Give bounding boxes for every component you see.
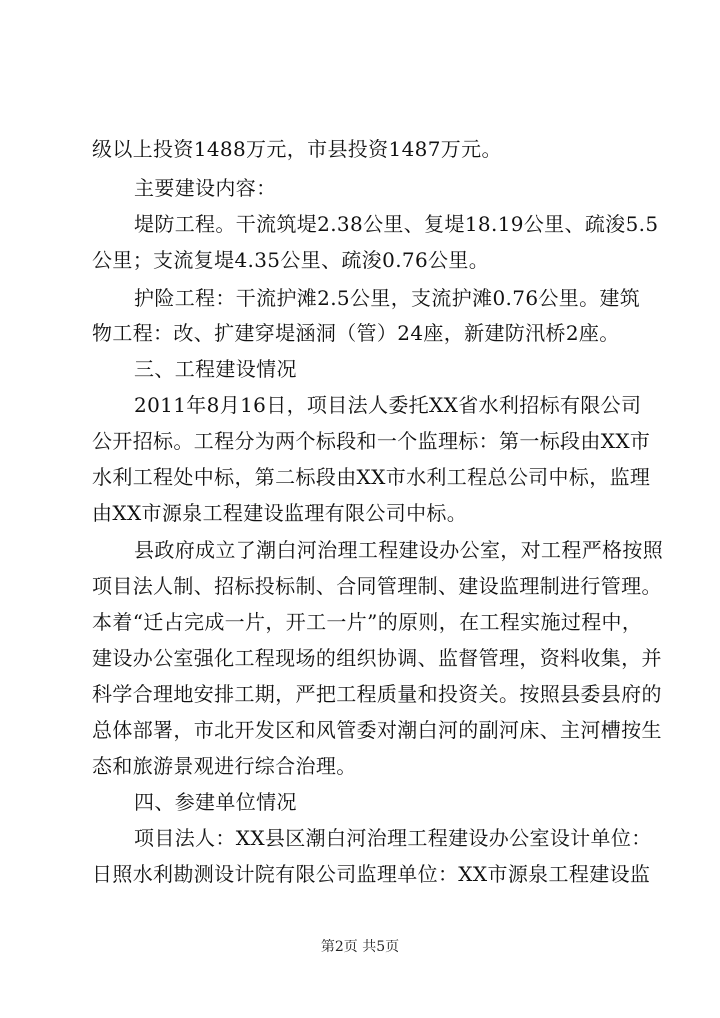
text-line: 项目法人制、招标投标制、合同管理制、建设监理制进行管理。 — [92, 574, 662, 598]
text-line: 级以上投资1488万元，市县投资1487万元。 — [92, 137, 502, 161]
text-line: 公里；支流复堤4.35公里、疏浚0.76公里。 — [92, 248, 490, 272]
text-line: 态和旅游景观进行综合治理。 — [92, 754, 357, 778]
text-line: 县政府成立了潮白河治理工程建设办公室，对工程严格按照 — [134, 538, 664, 562]
text-line: 水利工程处中标，第二标段由XX市水利工程总公司中标，监理 — [92, 465, 651, 489]
text-line: 2011年8月16日，项目法人委托XX省水利招标有限公司 — [134, 393, 642, 417]
text-line: 科学合理地安排工期，严把工程质量和投资关。按照县委县府的 — [92, 682, 662, 706]
text-line: 建设办公室强化工程现场的组织协调、监督管理，资料收集，并 — [92, 646, 662, 670]
text-line: 项目法人：XX县区潮白河治理工程建设办公室设计单位： — [134, 826, 652, 850]
text-line: 公开招标。工程分为两个标段和一个监理标：第一标段由XX市 — [92, 429, 651, 453]
text-line: 由XX市源泉工程建设监理有限公司中标。 — [92, 501, 468, 525]
section-intro: 主要建设内容： — [134, 176, 277, 200]
page-footer: 第2页 共5页 — [320, 939, 400, 955]
text-line: 总体部署，市北开发区和风管委对潮白河的副河床、主河槽按生 — [92, 718, 662, 742]
text-line: 物工程：改、扩建穿堤涵洞（管）24座，新建防汛桥2座。 — [92, 321, 620, 345]
text-line: 日照水利勘测设计院有限公司监理单位：XX市源泉工程建设监 — [92, 862, 651, 886]
text-line: 本着“迁占完成一片，开工一片”的原则，在工程实施过程中， — [92, 610, 643, 634]
section-heading: 三、工程建设情况 — [134, 357, 297, 381]
section-heading: 四、参建单位情况 — [134, 790, 297, 814]
text-line: 堤防工程。干流筑堤2.38公里、复堤18.19公里、疏浚5.5 — [134, 212, 659, 236]
text-line: 护险工程：干流护滩2.5公里，支流护滩0.76公里。建筑 — [134, 286, 641, 310]
